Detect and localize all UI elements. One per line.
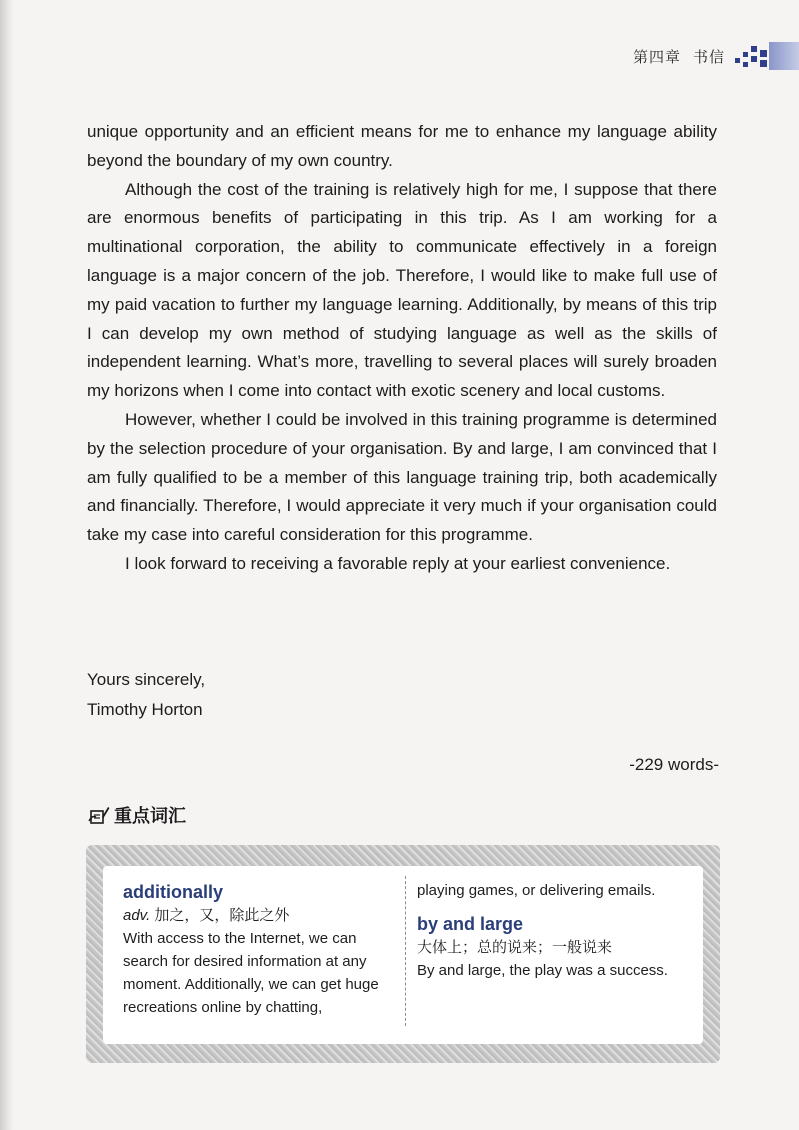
signature: Timothy Horton	[87, 700, 203, 719]
example-sentence: By and large, the play was a success.	[417, 962, 668, 979]
chapter-label: 第四章	[632, 48, 681, 66]
page-binding-edge	[0, 0, 14, 1130]
vocabulary-box	[103, 866, 703, 1044]
running-header	[633, 38, 799, 74]
letter-paragraph: unique opportunity and an efficient means for me to enhance my language ability beyond the boundary of my own country.	[87, 122, 717, 170]
column-divider	[405, 876, 406, 1026]
vocabulary-title: 重点词汇	[114, 806, 186, 826]
letter-body	[87, 118, 717, 579]
headword: additionally	[123, 882, 224, 902]
headword: by and large	[417, 914, 524, 934]
word-count: -229 words-	[629, 755, 719, 774]
part-of-speech: adv.	[123, 907, 151, 924]
header-decoration	[733, 38, 799, 74]
section-label: 书信	[692, 48, 725, 66]
vocabulary-heading	[88, 802, 186, 828]
letter-paragraph: However, whether I could be involved in this training programme is determined by the selection procedure of your organisation. By and large, I am convinced that I am fully qualified to be a member of this language training trip, both academically and financially. Therefore, I would appreciate it very much if your organisation could take my case into careful consideration for this programme.	[87, 409, 717, 545]
notebook-pen-icon	[88, 805, 110, 825]
example-continuation: playing games, or delivering emails.	[417, 882, 656, 899]
vocab-entry-additionally	[123, 880, 395, 1019]
definition-line	[123, 904, 395, 927]
closing-salutation: Yours sincerely,	[87, 670, 206, 689]
letter-paragraph: Although the cost of the training is relatively high for me, I suppose that there are enormous benefits of participating in this trip. As I am working for a multinational corporation, the ability to communicate effectively in a foreign language is a major concern of the job. Therefore, I would like to make full use of my paid vacation to further my language learning. Additionally, by means of this trip I can develop my own method of studying language as well as the skills of independent learning. What’s more, travelling to several places will surely broaden my horizons when I come into contact with exotic scenery and local customs.	[87, 179, 717, 401]
example-sentence: With access to the Internet, we can search for desired information at any moment. Additionally, we can get huge recreations online by chatting,	[123, 930, 379, 1016]
chinese-meaning: 加之，又，除此之外	[154, 907, 290, 924]
letter-closing	[87, 665, 205, 725]
chinese-meaning: 大体上；总的说来；一般说来	[417, 939, 613, 956]
letter-paragraph: I look forward to receiving a favorable reply at your earliest convenience.	[125, 553, 671, 573]
vocab-entry-by-and-large	[417, 879, 689, 982]
chapter-title	[633, 46, 725, 67]
